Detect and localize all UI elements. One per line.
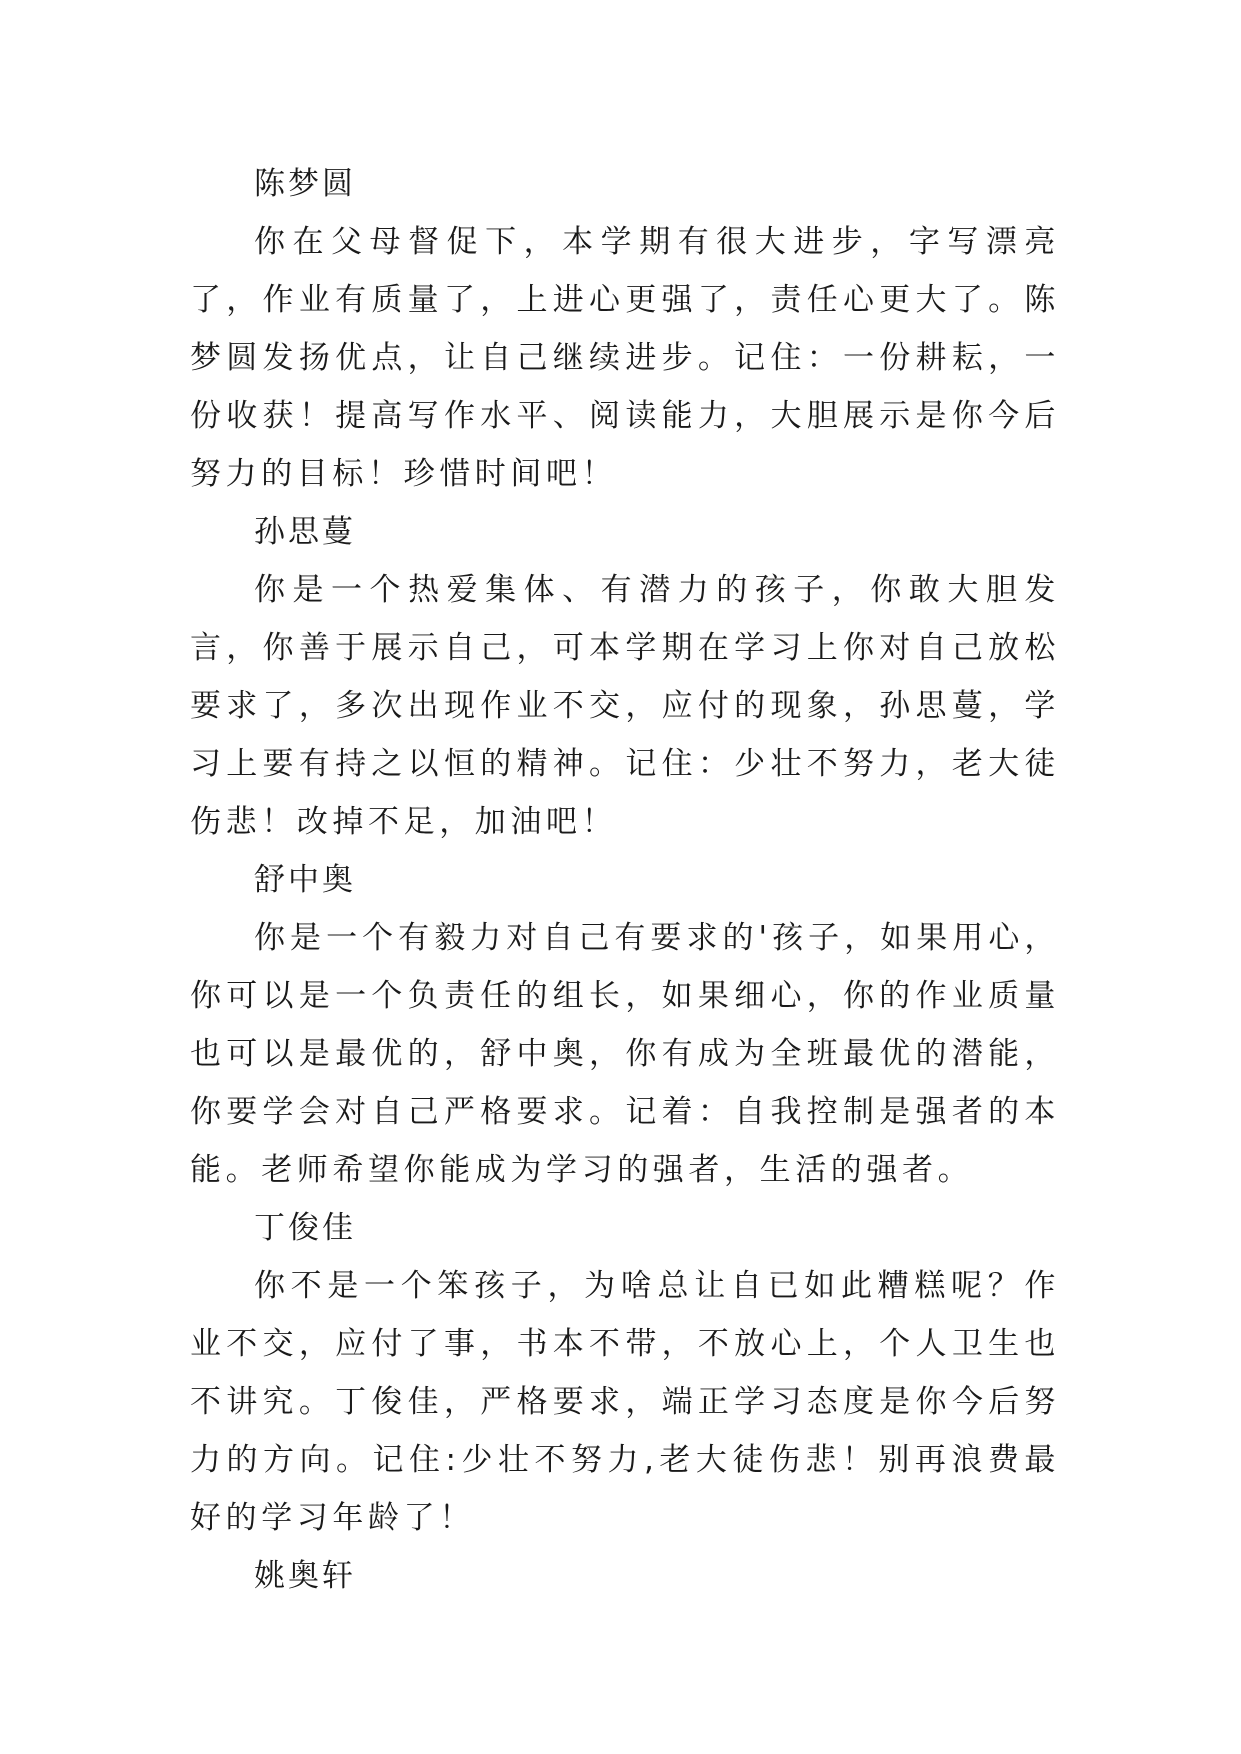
student-name: 姚奥轩 — [254, 1558, 356, 1594]
student-comment: 你是一个热爱集体、有潜力的孩子，你敢大胆发言，你善于展示自己，可本学期在学习上你对自己放松要求了，多次出现作业不交，应付的现象，孙思蔓，学习上要有持之以恒的精神。记住：少壮不努力，老大徒伤悲！改掉不足，加油吧！ — [190, 572, 1060, 840]
document-page — [190, 155, 1060, 1605]
student-name: 丁俊佳 — [254, 1210, 356, 1246]
student-comment: 你不是一个笨孩子，为啥总让自已如此糟糕呢？作业不交，应付了事，书本不带，不放心上，个人卫生也不讲究。丁俊佳，严格要求，端正学习态度是你今后努力的方向。记住:少壮不努力,老大徒伤悲！别再浪费最好的学习年龄了！ — [190, 1268, 1060, 1536]
student-comment: 你在父母督促下，本学期有很大进步，字写漂亮了，作业有质量了，上进心更强了，责任心更大了。陈梦圆发扬优点，让自己继续进步。记住：一份耕耘，一份收获！提高写作水平、阅读能力，大胆展示是你今后努力的目标！珍惜时间吧！ — [190, 224, 1060, 492]
student-name: 陈梦圆 — [254, 166, 356, 202]
student-name: 孙思蔓 — [254, 514, 356, 550]
student-comment: 你是一个有毅力对自己有要求的'孩子，如果用心，你可以是一个负责任的组长，如果细心，你的作业质量也可以是最优的，舒中奥，你有成为全班最优的潜能，你要学会对自己严格要求。记着：自我控制是强者的本能。老师希望你能成为学习的强者，生活的强者。 — [190, 920, 1060, 1188]
student-name: 舒中奥 — [254, 862, 356, 898]
